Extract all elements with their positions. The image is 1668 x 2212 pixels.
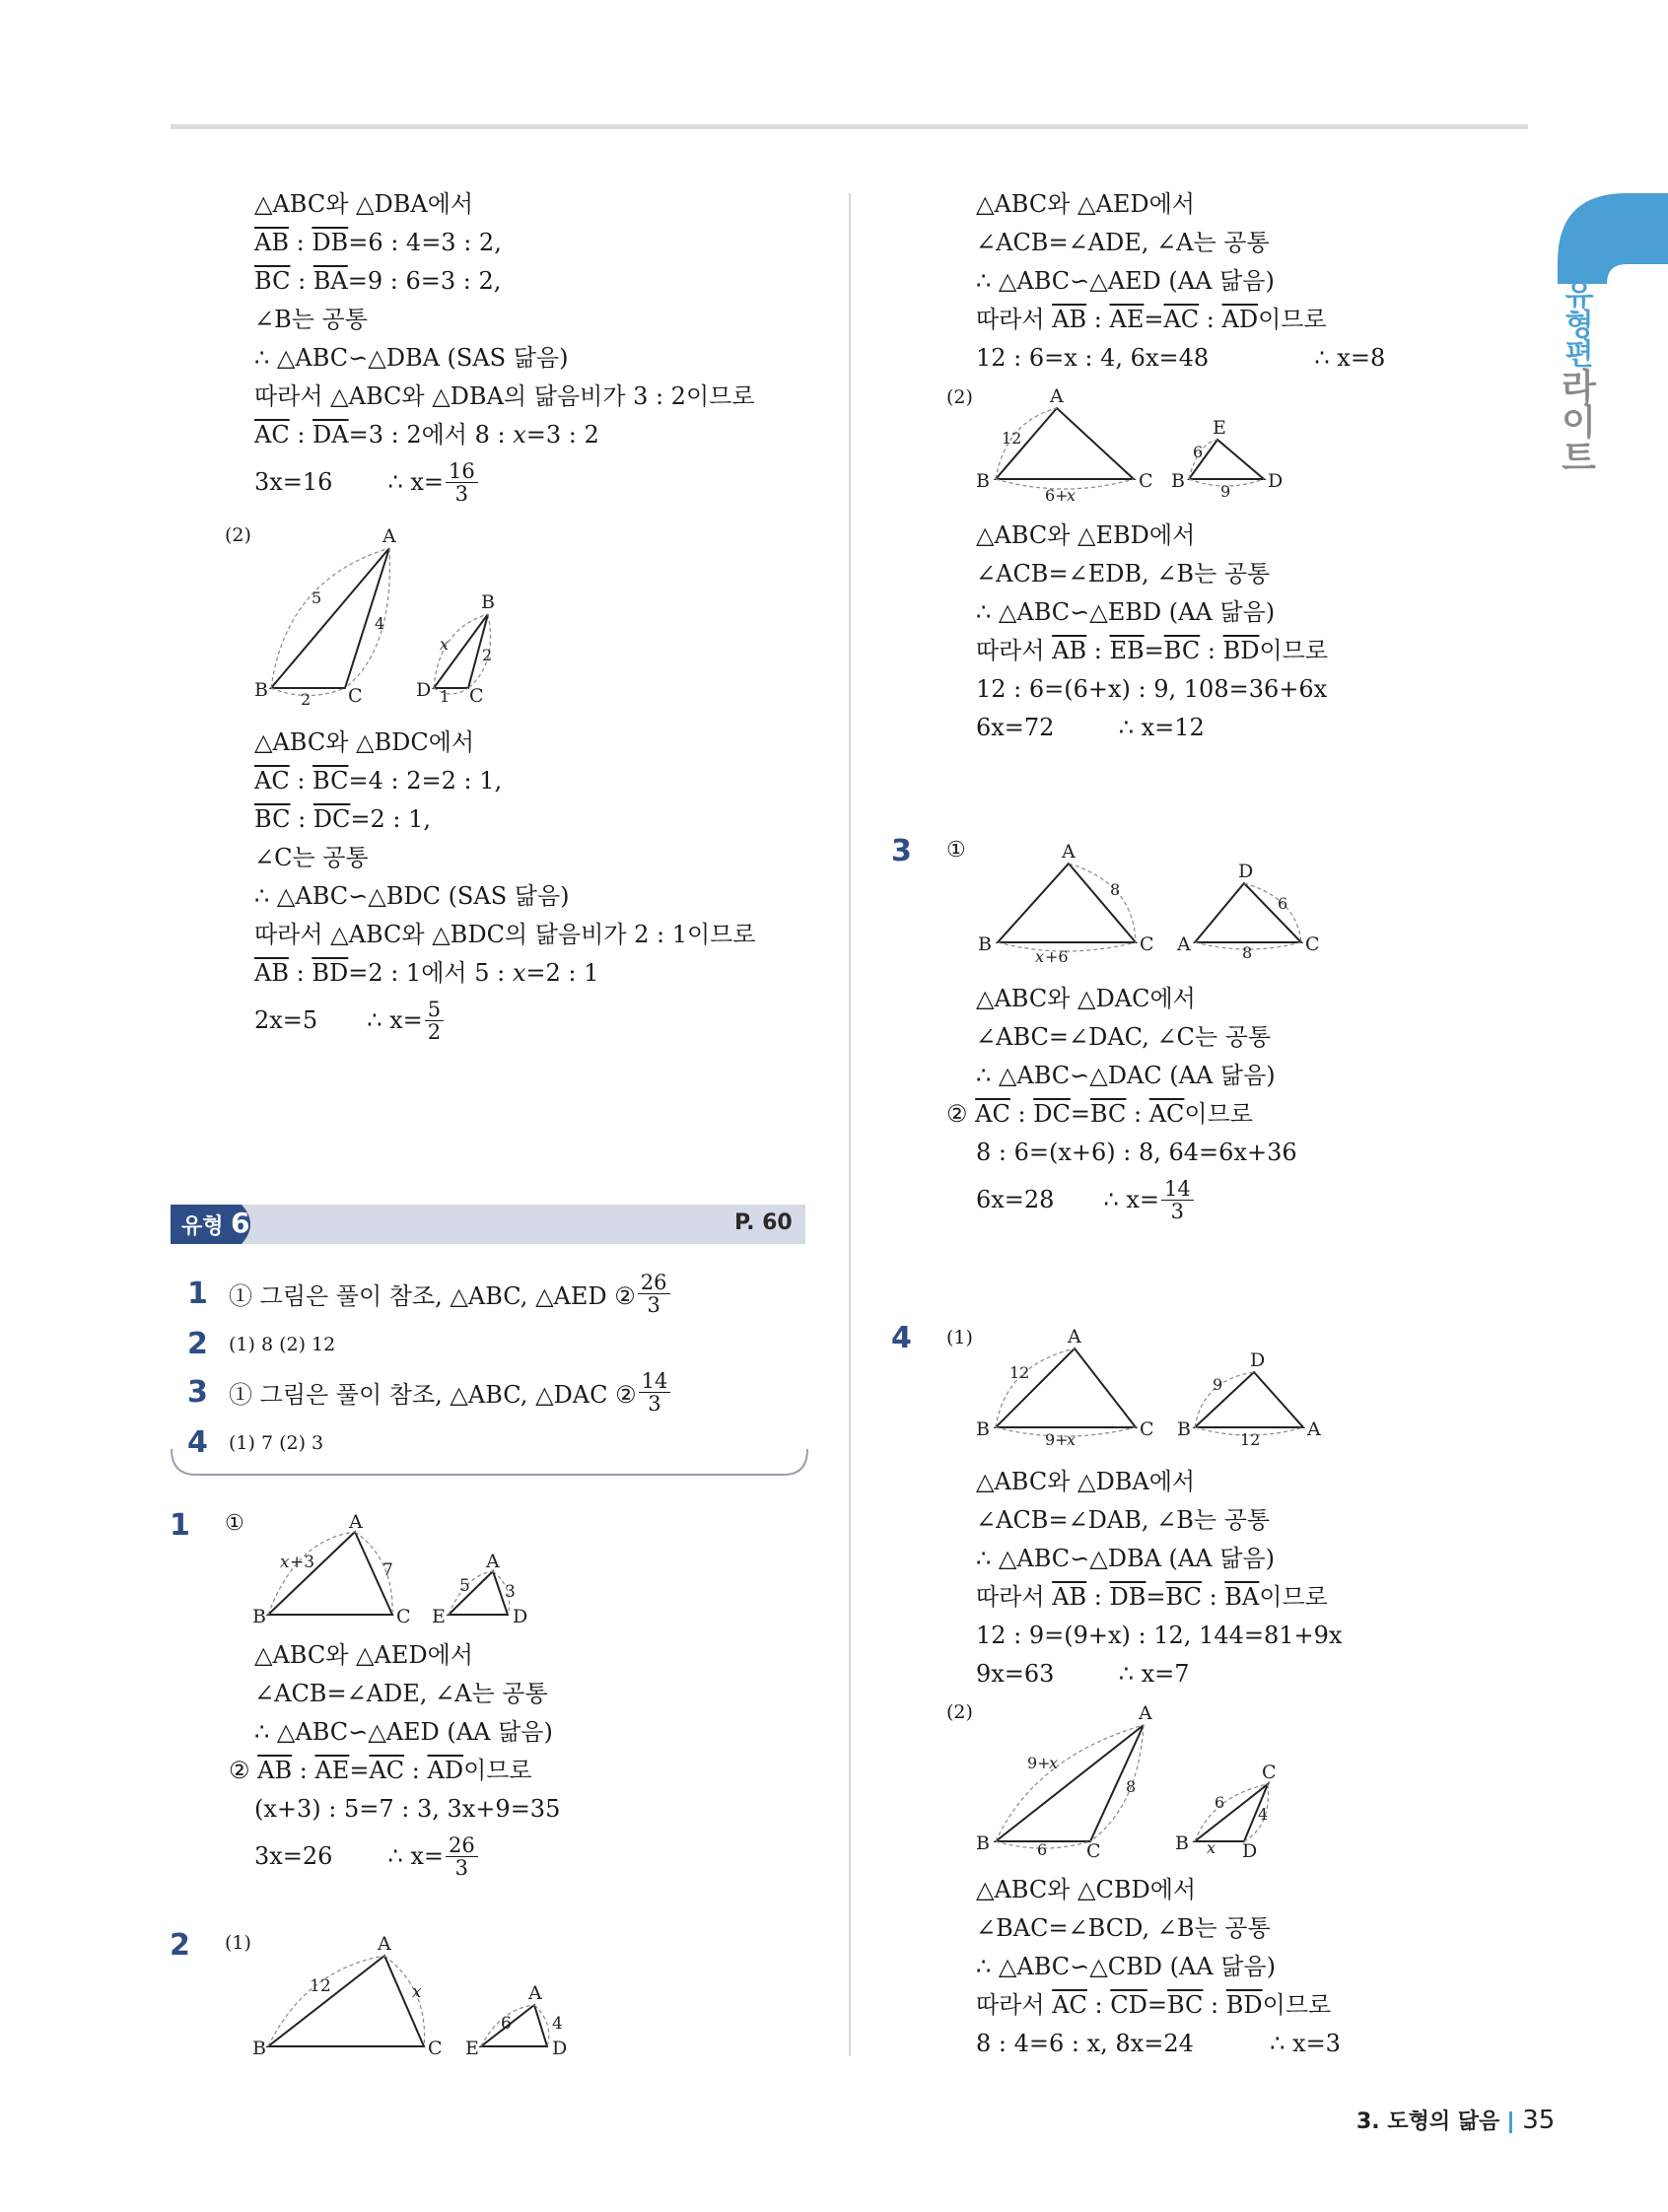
svg-text:A: A <box>382 525 396 547</box>
equation: 6x=72 <box>976 714 1055 741</box>
triangle-figure-abc-dba <box>966 1321 1331 1459</box>
svg-text:C: C <box>1140 1418 1154 1440</box>
text-line: △ABC와 △DBA에서 <box>254 190 474 218</box>
chapter-title: 3. 도형의 닮음 <box>1356 2109 1500 2134</box>
therefore: ∴ x= <box>1103 1185 1159 1213</box>
svg-text:C: C <box>348 685 363 707</box>
page-footer <box>1356 2105 1555 2135</box>
text-line: ∠ABC=∠DAC, ∠C는 공통 <box>976 1023 1272 1051</box>
side-tab-label <box>1556 279 1605 474</box>
right-4a-solution <box>976 1463 1342 1694</box>
svg-text:3: 3 <box>505 1582 516 1602</box>
svg-text:6: 6 <box>501 2014 512 2034</box>
part-label: (2) <box>225 524 251 546</box>
text-line: ∠ACB=∠EDB, ∠B는 공통 <box>976 560 1271 588</box>
svg-text:x: x <box>1067 486 1077 505</box>
triangle-figure-abc-ebd <box>966 382 1291 511</box>
text-line: △ABC와 △AED에서 <box>976 190 1195 218</box>
svg-text:D: D <box>1250 1349 1266 1371</box>
svg-text:C: C <box>469 685 484 707</box>
svg-text:x: x <box>280 1553 290 1572</box>
svg-text:4: 4 <box>375 614 385 633</box>
svg-text:B: B <box>1171 470 1185 492</box>
svg-text:B: B <box>978 933 992 955</box>
text-line: 12 : 6=(6+x) : 9, 108=36+6x <box>976 675 1328 703</box>
result-line <box>976 709 1328 747</box>
result-line <box>254 1829 560 1884</box>
svg-text:x: x <box>1067 1430 1077 1449</box>
equation: 12 : 6=x : 4, 6x=48 <box>976 344 1210 372</box>
svg-text:x: x <box>412 1982 422 2002</box>
section-badge-label: 유형 <box>181 1214 224 1239</box>
right-3-solution <box>946 980 1297 1227</box>
result: ∴ x=12 <box>1118 714 1205 741</box>
part-label: (2) <box>946 386 973 408</box>
triangle-figure-abc-bdc <box>246 520 513 708</box>
text-line: ∠C는 공통 <box>254 844 369 871</box>
page-reference: P. 60 <box>734 1210 793 1235</box>
svg-text:A: A <box>1062 841 1076 863</box>
answer-box-border <box>171 1449 811 1479</box>
svg-text:B: B <box>976 1832 990 1854</box>
side-tab-line2: 라이트 <box>1556 368 1596 474</box>
left-mid-solution <box>254 724 756 1048</box>
svg-text:D: D <box>513 1606 528 1627</box>
result-line <box>254 454 755 510</box>
section-band <box>171 1205 805 1244</box>
fraction: $\frac{26}{3}$ <box>446 1834 478 1879</box>
svg-text:8: 8 <box>1126 1777 1137 1796</box>
fraction: $\frac{14}{3}$ <box>639 1370 671 1415</box>
triangle-figure-abc-dac <box>966 834 1321 962</box>
answer-text: (1) 7 (2) 3 <box>229 1431 324 1454</box>
section-badge-number: 6 <box>231 1207 250 1239</box>
svg-text:C: C <box>1139 470 1153 492</box>
svg-text:6: 6 <box>1278 894 1288 913</box>
text-line: △ABC와 △BDC에서 <box>254 728 475 756</box>
svg-text:x: x <box>1049 1754 1059 1772</box>
svg-text:12: 12 <box>1240 1430 1261 1449</box>
svg-text:6+: 6+ <box>1045 486 1069 505</box>
svg-text:A: A <box>1307 1418 1321 1440</box>
footer-divider <box>1509 2111 1512 2133</box>
svg-text:x: x <box>440 635 450 654</box>
right-4b-solution <box>976 1871 1341 2063</box>
svg-text:7: 7 <box>382 1560 393 1580</box>
text-line: ∴ △ABC∽△DBA (SAS 닮음) <box>254 344 569 372</box>
svg-text:6: 6 <box>1037 1840 1048 1859</box>
sub-label: ① <box>225 1511 244 1536</box>
answer-row <box>187 1370 672 1415</box>
svg-text:9+: 9+ <box>1045 1430 1069 1449</box>
answer-number: 2 <box>187 1327 208 1361</box>
svg-text:12: 12 <box>310 1976 331 1996</box>
svg-text:12: 12 <box>1002 429 1022 448</box>
fraction: $\frac{5}{2}$ <box>425 999 444 1043</box>
right-top-solution <box>976 185 1385 378</box>
svg-text:C: C <box>1262 1762 1277 1783</box>
text-line: 따라서 △ABC와 △BDC의 닮음비가 2 : 1이므로 <box>254 921 756 948</box>
ratio-line: $\overline{AB}$ : $\overline{DB}=6$ : 4=3 : 2, <box>254 229 502 256</box>
svg-text:8: 8 <box>1110 880 1121 899</box>
svg-text:9+: 9+ <box>1027 1754 1051 1772</box>
svg-text:E: E <box>465 2038 479 2058</box>
triangle-figure-abc-aed <box>246 1510 542 1628</box>
text-line: 따라서 △ABC와 △DBA의 닮음비가 3 : 2이므로 <box>254 382 755 410</box>
svg-text:8: 8 <box>1242 943 1253 962</box>
svg-text:2: 2 <box>482 646 493 664</box>
text-line: △ABC와 △DBA에서 <box>976 1468 1196 1495</box>
part-label: (1) <box>225 1932 251 1954</box>
svg-text:B: B <box>976 1418 990 1440</box>
ratio-line: ② $\overline{AC}$ : $\overline{DC}=\overline{BC}$ : $\overline{AC}$이므로 <box>946 1100 1253 1128</box>
equation: 8 : 4=6 : x, 8x=24 <box>976 2030 1194 2057</box>
result: ∴ x=3 <box>1270 2030 1341 2057</box>
svg-text:C: C <box>1086 1840 1101 1862</box>
result-line <box>976 1655 1342 1694</box>
ratio-line: $\overline{AC}$ : $\overline{BC}=4$ : 2=2 : 1, <box>254 767 503 795</box>
result-line <box>254 993 756 1048</box>
text-line: ∠BAC=∠BCD, ∠B는 공통 <box>976 1914 1271 1942</box>
therefore: ∴ x= <box>367 1005 423 1034</box>
svg-text:D: D <box>1242 1840 1258 1862</box>
ratio-line: 따라서 $\overline{AB}$ : $\overline{DB}=\overline{BC}$ : $\overline{BA}$이므로 <box>976 1583 1328 1611</box>
svg-text:C: C <box>1305 933 1320 955</box>
ratio-line: 따라서 $\overline{AC}$ : $\overline{CD}=\overline{BC}$ : $\overline{BD}$이므로 <box>976 1991 1332 2019</box>
equation: 3x=26 <box>254 1841 333 1870</box>
svg-text:C: C <box>428 2038 443 2058</box>
ratio-line: ② $\overline{AB}$ : $\overline{AE}=\overline{AC}$ : $\overline{AD}$이므로 <box>229 1757 532 1784</box>
triangle-figure-abc-cbd <box>966 1697 1291 1865</box>
svg-text:B: B <box>1175 1832 1189 1854</box>
equation: 3x=16 <box>254 467 333 496</box>
svg-text:2: 2 <box>301 690 312 708</box>
problem-number: 3 <box>891 834 912 868</box>
svg-text:9: 9 <box>1213 1375 1223 1394</box>
text-line: ∠ACB=∠ADE, ∠A는 공통 <box>976 229 1270 256</box>
therefore: ∴ x= <box>387 1841 444 1870</box>
fraction: $\frac{16}{3}$ <box>446 460 478 505</box>
svg-text:B: B <box>254 679 268 701</box>
svg-text:6: 6 <box>1193 443 1204 461</box>
svg-text:12: 12 <box>1009 1363 1030 1382</box>
ratio-line: $\overline{BC}$ : $\overline{BA}=9$ : 6=3 : 2, <box>254 267 502 295</box>
answer-row <box>187 1327 335 1361</box>
svg-text:x: x <box>1207 1838 1216 1857</box>
text-line: 12 : 9=(9+x) : 12, 144=81+9x <box>976 1622 1343 1649</box>
svg-text:6: 6 <box>1215 1793 1225 1812</box>
column-divider <box>849 193 851 2056</box>
text-line: ∴ △ABC∽△CBD (AA 닮음) <box>976 1953 1276 1980</box>
ratio-line: 따라서 $\overline{AB}$ : $\overline{AE}=\overline{AC}$ : $\overline{AD}$이므로 <box>976 306 1327 333</box>
answer-number: 3 <box>187 1375 208 1410</box>
text-line: ∴ △ABC∽△AED (AA 닮음) <box>254 1718 553 1746</box>
svg-text:5: 5 <box>312 588 322 607</box>
svg-text:D: D <box>416 679 432 701</box>
answer-text: (1) 8 (2) 12 <box>229 1333 336 1355</box>
part-label: (2) <box>946 1701 973 1723</box>
ratio-line: $\overline{AB}$ : $\overline{BD}=2$ : 1에서 5 : x=2 : 1 <box>254 959 599 987</box>
result: ∴ x=8 <box>1314 344 1386 372</box>
text-line: ∠B는 공통 <box>254 306 368 333</box>
svg-text:D: D <box>1268 470 1284 492</box>
text-line: △ABC와 △EBD에서 <box>976 521 1196 549</box>
answer-text: ① 그림은 풀이 참조, △ABC, △DAC ② <box>229 1381 637 1409</box>
svg-text:A: A <box>349 1511 363 1533</box>
svg-text:1: 1 <box>440 687 451 706</box>
svg-text:C: C <box>396 1606 411 1627</box>
fraction: $\frac{14}{3}$ <box>1161 1178 1194 1222</box>
text-line: △ABC와 △DAC에서 <box>976 985 1196 1012</box>
svg-text:B: B <box>1177 1418 1191 1440</box>
svg-text:A: A <box>1050 385 1064 407</box>
result-line <box>976 1172 1297 1227</box>
header-rule <box>171 124 1528 129</box>
text-line: ∴ △ABC∽△DBA (AA 닮음) <box>976 1545 1275 1572</box>
answer-row <box>187 1272 672 1316</box>
svg-text:5: 5 <box>459 1576 470 1596</box>
text-line: ∴ △ABC∽△DAC (AA 닮음) <box>976 1062 1276 1089</box>
svg-text:B: B <box>252 1606 266 1627</box>
left-top-solution <box>254 185 755 510</box>
svg-text:D: D <box>552 2038 568 2058</box>
svg-text:+3: +3 <box>290 1553 315 1572</box>
ratio-line: 따라서 $\overline{AB}$ : $\overline{EB}=\overline{BC}$ : $\overline{BD}$이므로 <box>976 637 1329 664</box>
svg-text:E: E <box>432 1606 446 1627</box>
svg-text:A: A <box>486 1551 500 1572</box>
equation: 9x=63 <box>976 1660 1055 1688</box>
answer-number: 4 <box>187 1425 208 1460</box>
svg-text:A: A <box>1068 1326 1081 1348</box>
text-line: ∴ △ABC∽△EBD (AA 닮음) <box>976 598 1276 626</box>
right-2b-solution <box>976 517 1328 747</box>
side-tab-line1: 유형편 <box>1559 279 1593 368</box>
result-line <box>976 339 1385 378</box>
part-label: (1) <box>946 1327 973 1348</box>
svg-text:x: x <box>1035 947 1045 962</box>
equation: 6x=28 <box>976 1185 1055 1213</box>
text-line: △ABC와 △AED에서 <box>254 1641 473 1669</box>
problem-number: 2 <box>170 1928 190 1963</box>
triangle-figure-abc-aed-2 <box>246 1930 582 2058</box>
equation: 2x=5 <box>254 1005 318 1034</box>
therefore: ∴ x= <box>387 467 444 496</box>
text-line: ∴ △ABC∽△BDC (SAS 닮음) <box>254 882 570 910</box>
svg-text:4: 4 <box>1258 1805 1269 1824</box>
text-line: △ABC와 △CBD에서 <box>976 1876 1197 1903</box>
text-line: ∠ACB=∠DAB, ∠B는 공통 <box>976 1506 1271 1534</box>
svg-text:4: 4 <box>552 2014 563 2034</box>
ratio-line: $\overline{BC}$ : $\overline{DC}=2$ : 1, <box>254 805 432 833</box>
text-line: ∠ACB=∠ADE, ∠A는 공통 <box>254 1680 548 1707</box>
svg-text:+6: +6 <box>1045 947 1069 962</box>
text-line: ∴ △ABC∽△AED (AA 닮음) <box>976 267 1275 295</box>
problem-number: 1 <box>170 1508 190 1543</box>
result-line <box>976 2025 1341 2063</box>
svg-text:B: B <box>481 591 495 613</box>
result: ∴ x=7 <box>1118 1660 1190 1688</box>
svg-text:C: C <box>1140 933 1154 955</box>
svg-text:A: A <box>378 1933 391 1955</box>
svg-text:B: B <box>252 2038 266 2058</box>
ratio-line: $\overline{AC}$ : $\overline{DA}=3$ : 2에서 8 : x=3 : 2 <box>254 421 599 449</box>
fraction: $\frac{26}{3}$ <box>638 1272 670 1316</box>
answer-number: 1 <box>187 1277 208 1311</box>
svg-text:9: 9 <box>1220 482 1231 501</box>
svg-text:A: A <box>528 1982 542 2004</box>
svg-text:D: D <box>1238 861 1254 882</box>
page-number: 35 <box>1522 2106 1556 2135</box>
sub-label: ① <box>946 838 966 863</box>
answer-text: ① 그림은 풀이 참조, △ABC, △AED ② <box>229 1282 636 1310</box>
text-line: (x+3) : 5=7 : 3, 3x+9=35 <box>254 1795 561 1823</box>
p1-solution <box>229 1636 561 1884</box>
svg-text:A: A <box>1177 933 1191 955</box>
svg-text:B: B <box>976 470 990 492</box>
svg-text:E: E <box>1213 417 1226 439</box>
svg-text:A: A <box>1139 1702 1152 1724</box>
text-line: 8 : 6=(x+6) : 8, 64=6x+36 <box>976 1139 1297 1166</box>
problem-number: 4 <box>891 1321 912 1355</box>
